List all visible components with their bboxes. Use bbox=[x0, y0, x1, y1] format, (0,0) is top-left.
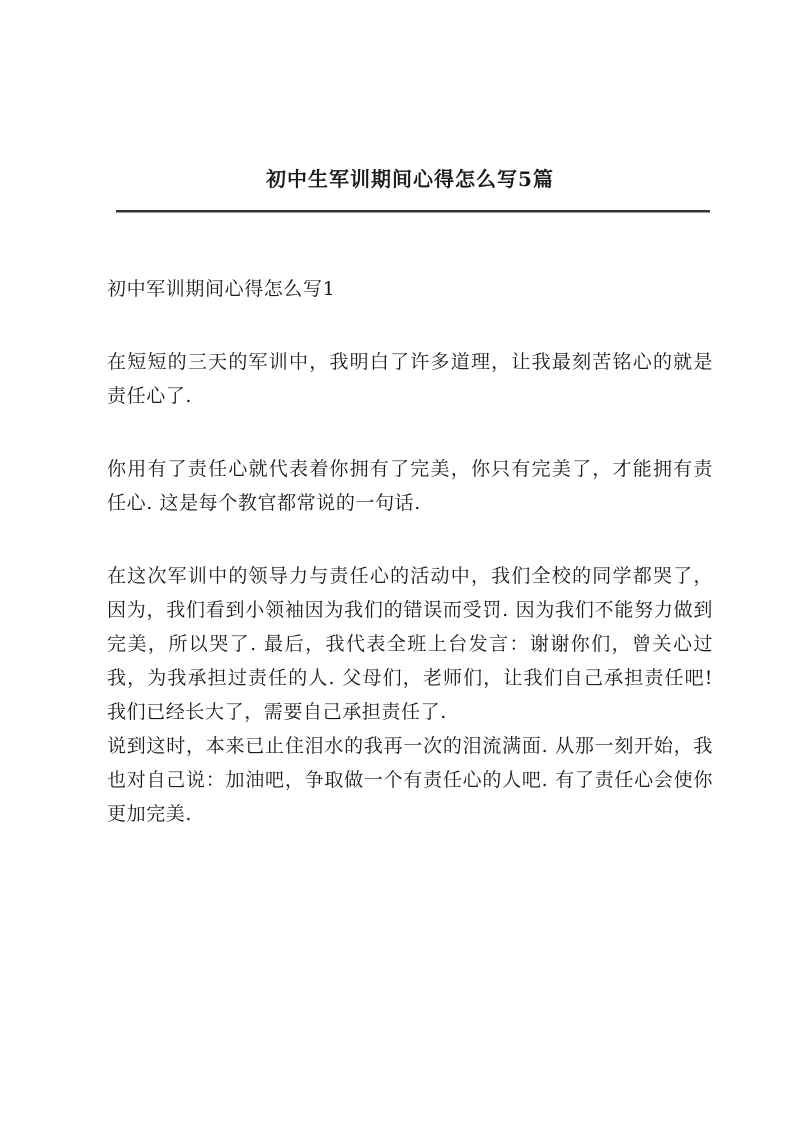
document-title: 初中生军训期间心得怎么写5篇 bbox=[266, 167, 554, 191]
title-divider bbox=[116, 210, 710, 213]
section-heading: 初中军训期间心得怎么写1 bbox=[107, 278, 336, 300]
document-body bbox=[107, 272, 713, 831]
paragraph: 在这次军训中的领导力与责任心的活动中，我们全校的同学都哭了，因为，我们看到小领袖因为我们的错误而受罚. 因为我们不能努力做到完美，所以哭了. 最后，我代表全班上台发言：谢谢你们，曾关心过我，为我承担过责任的人. 父母们，老师们，让我们自己承担责任吧!我们已经长大了，需要自己承担责任了. bbox=[107, 565, 713, 723]
paragraph: 在短短的三天的军训中，我明白了许多道理，让我最刻苦铭心的就是责任心了. bbox=[107, 351, 713, 407]
paragraph: 你用有了责任心就代表着你拥有了完美，你只有完美了，才能拥有责任心. 这是每个教官都常说的一句话. bbox=[107, 458, 713, 514]
paragraph: 说到这时，本来已止住泪水的我再一次的泪流满面. 从那一刻开始，我也对自己说：加油吧，争取做一个有责任心的人吧. 有了责任心会使你更加完美. bbox=[107, 735, 713, 825]
